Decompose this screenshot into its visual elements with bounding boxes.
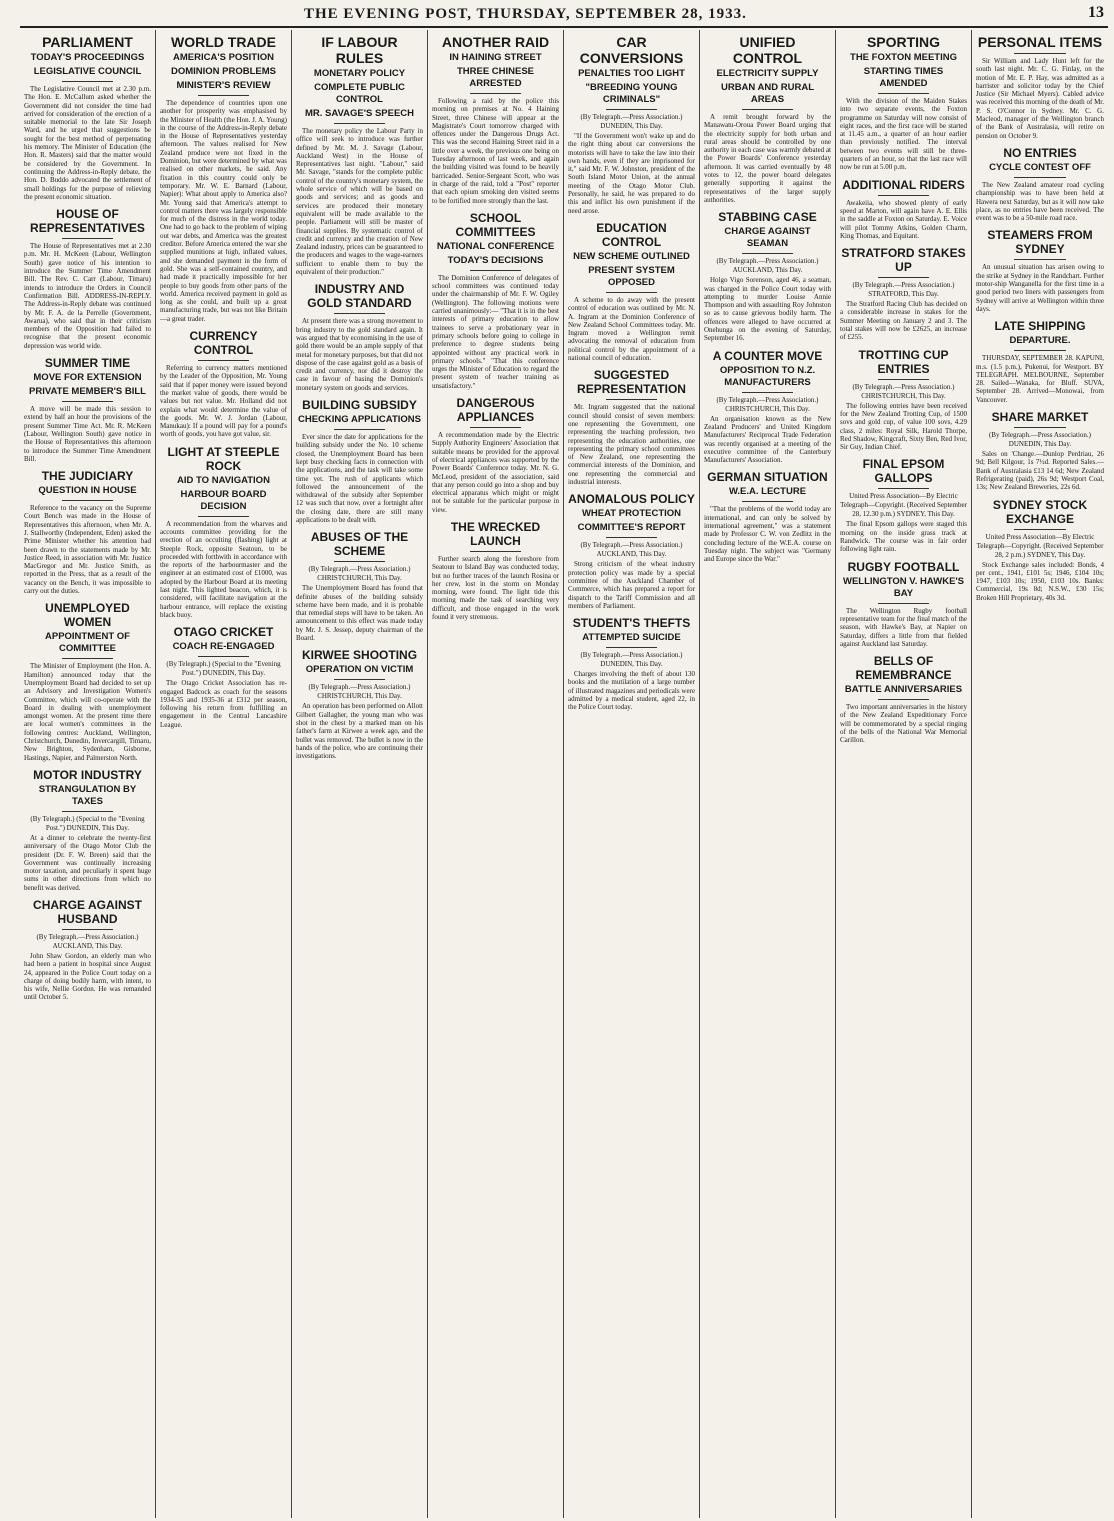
headline-rule [878, 93, 929, 94]
article [296, 34, 423, 276]
article [160, 445, 287, 620]
headline-rule [198, 360, 249, 361]
article-subheading: DEPARTURE. [1009, 335, 1071, 347]
article-headline: SUMMER TIME [44, 356, 131, 371]
headline-rule [470, 93, 521, 94]
newspaper-columns [20, 30, 1108, 1518]
article-headline: SPORTING [866, 34, 941, 50]
article [568, 34, 695, 215]
article [24, 469, 151, 595]
article-body: With the division of the Maiden Stakes into two separate events, the Foxton programme on Saturday will now consist of eight races, and the first race will be started at 11.45 a.m., a quarter of an hour earlier than previously notified. The interval between two events will still be three-quarters of an hour, so that the last race will now be run at 5.00 p.m. [840, 97, 967, 172]
article-headline: THE JUDICIARY [41, 469, 134, 484]
column-2 [156, 30, 292, 1518]
article-subheading: STRANGULATION BY TAXES [38, 783, 137, 807]
article-headline: IF LABOUR RULES [321, 34, 398, 66]
article [24, 207, 151, 350]
newspaper-title: THE EVENING POST, THURSDAY, SEPTEMBER 28, 1933. [304, 6, 747, 22]
article-headline: SCHOOL COMMITTEES [455, 210, 536, 239]
article-subheading: PRESENT SYSTEM OPPOSED [588, 264, 675, 288]
article-subheading: DOMINION PROBLEMS [170, 66, 277, 77]
article-headline: UNEMPLOYED WOMEN [45, 601, 130, 630]
headline-rule [1014, 350, 1065, 351]
article-body: Holgo Vigo Sorenson, aged 46, a seaman, was charged in the Police Court today with attempting to murder Louise Annie Thompson and with assaulting Roy Johnston so as to cause grievous bodily harm. The offences were alleged to have occurred at Onehunga on the evening of Saturday, September 16. [704, 276, 831, 343]
article-dateline: (By Telegraph.—Press Association.) DUNEDIN, This Day. [580, 113, 683, 130]
article-headline: UNIFIED CONTROL [732, 34, 803, 66]
article-headline: KIRWEE SHOOTING [301, 648, 418, 663]
article-subheading: COACH RE-ENGAGED [172, 641, 275, 653]
article-subheading: WELLINGTON V. HAWKE'S BAY [842, 575, 965, 599]
article [976, 319, 1104, 404]
headline-rule [606, 399, 657, 400]
article-subheading: WHEAT PROTECTION [581, 508, 682, 520]
article-headline: PARLIAMENT [42, 34, 133, 50]
headline-rule [742, 253, 793, 254]
article [296, 398, 423, 524]
article-body: The dependence of countries upon one another for prosperity was emphasised by the Minister of Health (the Hon. J. A. Young) in the course of the Address-in-Reply debate in the House of Representatives yesterday afternoon. The values realised for New Zealand produce were not fixed in the Dominion, but were determined by what was realised on other markets, he said. Any fixation in this country could only be temporary. Mr. W. E. Barnard (Labour, Napier): What about apply to America also? Mr. Young said that America's attempt to control matters there was largely responsible for much of the distress in the world today. One had to go back to the problem of wiping out war debts, and America was the greatest creditor. Before America entered the war she supplied munitions at high, inflated values, and she demanded payment in the form of gold. She was a self-contained country, and had made it practically impossible for her people to buy goods from other parts of the world. America received payment in gold as long as she could, and built up a great manufacturing trade, but was not like Britain—a great trader. [160, 99, 287, 323]
article-body: An unusual situation has arisen owing to the strike at Sydney in the Randchart. Further motor-ship Wanganella for the first time in a good period two liners with passengers from Sydney will arrive at Wellington within three days. [976, 263, 1104, 313]
column-1 [20, 30, 156, 1518]
article-subheading: THREE CHINESE ARRESTED [456, 66, 535, 89]
article [296, 648, 423, 760]
headline-rule [470, 270, 521, 271]
article [976, 146, 1104, 222]
headline-rule [334, 429, 385, 430]
article-body: The Stratford Racing Club has decided on a considerable increase in stakes for the Summer Meeting on January 2 and 3. The total stakes will now be £2625, an increase of £255. [840, 300, 967, 342]
column-4 [428, 30, 564, 1518]
article-body: "That the problems of the world today are international, and can only be solved by international agreement," was a statement made by Professor C. W. von Zedlitz in the concluding lecture of the W.E.A. course on Tuesday night. The subject was "Germany and Europe since the War." [704, 505, 831, 564]
headline-rule [62, 81, 113, 82]
article-dateline: (By Telegraph.—Press Association.) CHRISTCHURCH, This Day. [852, 382, 955, 400]
article-body: At a dinner to celebrate the twenty-first anniversary of the Otago Motor Club the president (Dr. F. W. Breen) said that the Government was continually increasing motor taxation, and peculiarly it spent huge sums in other directions from which no benefit was derived. [24, 833, 151, 892]
article-subheading: MONETARY POLICY [313, 68, 406, 79]
article-headline: STUDENT'S THEFTS [572, 616, 691, 631]
headline-rule [1014, 427, 1065, 428]
article-headline: WORLD TRADE [171, 34, 276, 50]
article-body: The Dominion Conference of delegates of school committees was continued today under the chairmanship of Mr. F. W. Ogiley (Wellington). The following motions were carried unanimously:— "That it is in the best interests of primary education to allow trainees to serve a probationary year in primary schools before going to college in preference to degree students being appointed without any practical work in primary schools." "That this conference urges the Minister of Education to regard the present system of teacher training as unsatisfactory." [432, 273, 559, 390]
article-headline: DANGEROUS APPLIANCES [456, 396, 535, 425]
article-body: Ever since the date for applications for the building subsidy under the No. 10 scheme closed, the Unemployment Board has been kept busy checking facts in connection with the applications, and the task will take some time yet. The rush of applicants which followed the announcement of the withdrawal of the subsidy after September 12 was such that now, over a fortnight after the closing date, there are still many applications to be dealt with. [296, 433, 423, 524]
article-dateline: (By Telegraph.) (Special to the "Evening Post.") DUNEDIN, This Day. [166, 660, 281, 678]
headline-rule [334, 561, 385, 562]
column-6 [700, 30, 836, 1518]
article-subheading: BATTLE ANNIVERSARIES [844, 684, 963, 696]
article [432, 520, 559, 621]
article-headline: INDUSTRY AND GOLD STANDARD [307, 282, 412, 311]
article [704, 470, 831, 563]
article-subheading: URBAN AND RURAL AREAS [720, 82, 815, 105]
article-headline: BUILDING SUBSIDY [302, 398, 417, 413]
article-body: Stock Exchange sales included: Bonds, 4 per cent., 1941, £101 5s; 1946, £104 10s; 1947, £103 10s; 1950, £103 10s. Banks: Commercial, 19s 8d; N.S.W., £30 15s; Broken Hill Proprietary, 40s 3d. [976, 560, 1104, 602]
article [840, 34, 967, 172]
article-dateline: (By Telegraph.—Press Association.) STRATFORD, This Day. [852, 281, 955, 299]
headline-rule [606, 109, 657, 110]
article-headline: A COUNTER MOVE [712, 348, 823, 363]
article-body: Referring to currency matters mentioned by the Leader of the Opposition, Mr. Young said that if paper money were issued beyond the market value of goods, there would be values but not value. Mr. Holland did not explain what would determine the value of the goods. Mr. W. J. Jordan (Labour, Manukau): If a pound will pay for a pound's worth of goods, you have got value, sir. [160, 364, 287, 439]
article-subheading: NATIONAL CONFERENCE [436, 240, 555, 252]
article-dateline: (By Telegraph.—Press Association.) CHRISTCHURCH, This Day. [716, 395, 819, 413]
article-headline: CURRENCY CONTROL [189, 329, 258, 358]
article-dateline: (By Telegraph.) (Special to the "Evening Post.") DUNEDIN, This Day. [30, 814, 145, 832]
article-subheading: PENALTIES TOO LIGHT [578, 68, 685, 79]
article [976, 228, 1104, 313]
article-dateline: (By Telegraph.—Press Association.) DUNEDIN, This Day. [580, 651, 683, 669]
article-body: A remit brought forward by the Manawatu-Oroua Power Board urging that the electricity supply for both urban and rural areas should be controlled by one authority in each case was warmly debated at the Power Boards' Conference yesterday afternoon. It was carried eventually by 48 votes to 12, the power board delegates generally supporting it against the representatives of the larger supply authorities. [704, 113, 831, 204]
article [296, 282, 423, 392]
headline-rule [470, 551, 521, 552]
article-headline: MOTOR INDUSTRY [33, 767, 142, 782]
article-subheading: OPERATION ON VICTIM [305, 664, 414, 676]
article-headline: PERSONAL ITEMS [977, 34, 1103, 50]
article-body: Sales on 'Change.—Dunlop Perdriau, 26 9d; Bell Kilgour, 1s 7½d. Reported Sales.—Bank of Australasia £13 14 6d; New Zealand Refrigerating (paid), 26s 9d; Westport Coal, 13s; New Zealand Breweries, 22s 6d. [976, 450, 1104, 492]
article-body: At present there was a strong movement to bring industry to the gold standard again. It was argued that by economising in the use of gold there would be an ample supply of that metal for monetary purposes, but that did not dispose of the case against gold as a basis of credit and currency, nor did it destroy the case in favour of basing the Dominion's monetary system on goods and services. [296, 317, 423, 392]
article-body: The monetary policy the Labour Party in office will seek to introduce was further defined by Mr. M. J. Savage (Labour, Auckland West) in the House of Representatives last night. "Labour," said Mr. Savage, "stands for the complete public control of the country's monetary system, the whole service of which will be based on goods and services; and as goods and services are produced their monetary equivalent will be made available to the people. Parliament will still be master of financial supplies. By systematic control of credit and currency and the creation of New Zealand industry, prices can be guaranteed to the producers and wages to the wage-earners sufficient to enable them to buy the equivalent of their production." [296, 127, 423, 277]
article-body: The House of Representatives met at 2.30 p.m. Mr. H. McKeen (Labour, Wellington South) gave notice of his intention to introduce the Summer Time Amendment Bill. The Rev. C. Carr (Labour, Timaru) intends to introduce the Orders in Council Confirmation Bill. ADDRESS-IN-REPLY. The Address-in-Reply debate was continued by Mr. F. A. de la Perrelle (Government, Awarua), who said that in their criticism members of the Opposition had failed to recognise that the present economic depression was world wide. [24, 242, 151, 350]
article-headline: TROTTING CUP ENTRIES [858, 347, 949, 376]
article-subheading: TODAY'S PROCEEDINGS [30, 52, 145, 63]
headline-rule [1014, 529, 1065, 530]
article-headline: ABUSES OF THE SCHEME [310, 530, 409, 559]
article-subheading: OPPOSITION TO N.Z. MANUFACTURERS [719, 364, 816, 388]
article-body: Charges involving the theft of about 130 books and the mutilation of a large number of illustrated magazines and periodicals were admitted by a medical student, aged 22, in the Police Court today. [568, 670, 695, 712]
article-subheading: AMERICA'S POSITION [173, 52, 274, 63]
article-subheading: ELECTRICITY SUPPLY [716, 68, 819, 79]
article-body: The final Epsom gallops were staged this morning on the inside grass track at Randwick. The course was in fair order following light rain. [840, 520, 967, 554]
column-5 [564, 30, 700, 1518]
article [24, 356, 151, 463]
article-subheading: CHARGE AGAINST SEAMAN [724, 226, 811, 250]
article [840, 457, 967, 553]
headline-rule [470, 427, 521, 428]
headline-rule [1014, 53, 1065, 54]
headline-rule [62, 238, 113, 239]
article-subheading: NEW SCHEME OUTLINED [573, 250, 690, 262]
article-dateline: (By Telegraph.—Press Association.) CHRISTCHURCH, This Day. [308, 683, 411, 701]
article-body: Further search along the foreshore from Seatoun to Island Bay was conducted today, but no further traces of the launch Rosina or her crew, lost in the storm on Monday morning, were found. The light tide this morning made the task of searching very difficult, and those engaged in the work found it very strenuous. [432, 554, 559, 622]
article [24, 768, 151, 892]
article [432, 396, 559, 514]
article [24, 34, 151, 201]
headline-rule [198, 516, 249, 517]
article-headline: OTAGO CRICKET [173, 625, 274, 640]
headline-rule [62, 929, 113, 930]
article-headline: ANOMALOUS POLICY [568, 492, 695, 507]
article [568, 492, 695, 610]
article [840, 246, 967, 341]
article-body: A move will be made this session to extend by half an hour the provisions of the present Summer Time Act. Mr. R. McKeen (Labour, Wellington South) gave notice in the House of Representatives this afternoon to introduce the Summer Time Amendment Bill. [24, 405, 151, 463]
headline-rule [606, 647, 657, 648]
article [24, 601, 151, 762]
column-3 [292, 30, 428, 1518]
article-subheading: MR. SAVAGE'S SPEECH [304, 108, 415, 119]
article-headline: LATE SHIPPING [994, 319, 1086, 334]
article-body: John Shaw Gordon, an elderly man who had been a patient in hospital since August 24, appeared in the Police Court today on a charge of doing bodily harm, with intent, to his wife, Nellie Gordon. He was remanded until October 5. [24, 952, 151, 1002]
article-dateline: (By Telegraph.—Press Association.) AUCKLAND, This Day. [716, 257, 819, 275]
article [432, 211, 559, 390]
headline-rule [198, 95, 249, 96]
article-body: A scheme to do away with the present control of education was outlined by Mr. N. A. Ingram at the Dominion Conference of New Zealand School Committees today. Mr. Ingram moved a Wellington remit advocating the removal of education from political control by the appointment of a national council of education. [568, 295, 695, 363]
headline-rule [62, 401, 113, 402]
article [840, 654, 967, 744]
headline-rule [1014, 259, 1065, 260]
headline-rule [878, 277, 929, 278]
column-7 [836, 30, 972, 1518]
article-body: An organisation known as the New Zealand Producers' and United Kingdom Manufacturers' Reciprocal Trade Federation was recently organised at a meeting of the executive committee of the Canterbury Manufacturers' Association. [704, 414, 831, 465]
article [840, 348, 967, 452]
article [568, 221, 695, 362]
article-body: The Legislative Council met at 2.30 p.m. The Hon. E. McCallum asked whether the Government did not consider the time had arrived for consideration of the erection of a suitable memorial to the late Sir Joseph Ward, and he urged that suggestions be sought for the best method of perpetuating his memory. The Minister of Education (the Hon. R. Masters) said that the matter would be considered by the Government. In continuing the Address-in-Reply debate, the Hon. D. Buddo advocated the settlement of small holdings for the purpose of relieving the present economic situation. [24, 85, 151, 201]
article [704, 349, 831, 465]
headline-rule [334, 679, 385, 680]
article-subheading: ATTEMPTED SUICIDE [582, 632, 681, 644]
headline-rule [878, 195, 929, 196]
article-subheading: THE FOXTON MEETING [850, 52, 957, 63]
headline-rule [878, 379, 929, 380]
article-subheading: PRIVATE MEMBER'S BILL [29, 386, 146, 398]
article-dateline: United Press Association—By Electric Telegraph—Copyright. (Received September 28, 2 p.m.) SYDNEY, This Day. [976, 532, 1104, 559]
article [432, 34, 559, 205]
article-headline: STRATFORD STAKES UP [841, 246, 966, 275]
article-headline: SHARE MARKET [991, 410, 1089, 425]
article-body: Reference to the vacancy on the Supreme Court Bench was made in the House of Representatives this afternoon, when Mr. A. J. Stallworthy (Independent, Eden) asked the Prime Minister whether his attention had been drawn to the statements made by Mr. Justice Reed, in association with Mr. Justice MacGregor and Mr. Justice Smith, as reported in the Press, that as a result of the vacancy on the Bench, it was impossible to carry out the duties. [24, 504, 151, 596]
column-8 [972, 30, 1108, 1518]
article-body: Sir William and Lady Hunt left for the south last night. Mr. C. G. Finlay, on the motion of Mr. E. P. Hay, was admitted as a barrister and solicitor today by the Chief Justice (Sir Michael Myers). Cabled advice was received this morning of the death of Mr. P. S. O'Connor in Sydney. Mr. C. G. Macleod, manager of the Wellington branch of the Bank of Australasia, will retire on pension on October 9. [976, 57, 1104, 140]
article-subheading: "BREEDING YOUNG CRIMINALS" [585, 82, 678, 105]
headline-rule [878, 699, 929, 700]
article-body: The following entries have been received for the New Zealand Trotting Cup, of 1500 sovs and gold cup, of value 100 sovs, 4.29 class, 2 miles: Royal Silk, Harold Thorpe, Red Shadow, Kingcraft, Sixty Ben, Red Ivor, Sir Guy, Indian Chief. [840, 401, 967, 452]
article-body: Awakeiia, who showed plenty of early speed at Marton, will again have A. E. Ellis in the saddle at Foxton on Saturday. E. Voice will pilot Tommy Atkins, Golden Charm, King Thomas, and Equitant. [840, 198, 967, 240]
headline-rule [1014, 177, 1065, 178]
article [24, 898, 151, 1002]
article [704, 34, 831, 204]
article-subheading: STARTING TIMES AMENDED [863, 66, 944, 89]
article-subheading: CYCLE CONTEST OFF [989, 161, 1091, 173]
article-body: A recommendation made by the Electric Supply Authority Engineers' Association that suitable means be provided for the approval of electrical appliances was supported by the Power Boards' Conference today. Mr. N. G. McLeod, president of the association, said that any person could go into a shop and buy electrical apparatus which might or might not be suitable for the particular purpose in view. [432, 431, 559, 514]
article-headline: BELLS OF REMEMBRANCE [855, 654, 952, 683]
article-headline: SYDNEY STOCK EXCHANGE [992, 497, 1088, 526]
article-headline: ADDITIONAL RIDERS [842, 177, 965, 192]
headline-rule [606, 292, 657, 293]
article-subheading: TODAY'S DECISIONS [447, 254, 544, 266]
article-subheading: MOVE FOR EXTENSION [33, 372, 142, 384]
masthead-rule [20, 26, 1108, 28]
headline-rule [878, 488, 929, 489]
headline-rule [334, 123, 385, 124]
headline-rule [878, 603, 929, 604]
headline-rule [606, 537, 657, 538]
article-subheading: QUESTION IN HOUSE [38, 485, 137, 497]
article-dateline: (By Telegraph.—Press Association.) AUCKLAND, This Day. [580, 541, 683, 559]
article-body: "If the Government won't wake up and do the right thing about car conversions the motorists will have to take the law into their own hands, even if they are imprisoned for it," said Mr. F. W. Johnston, president of the South Island Motor Union, at the annual meeting of the Otago Motor Club. Personally, he said, he was prepared to do this and inflict his own punishment if the need arose. [568, 132, 695, 215]
article-subheading: W.E.A. LECTURE [728, 486, 807, 498]
article-body: The Minister of Employment (the Hon. A. Hamilton) announced today that the Unemployment Board had decided to set up an Advisory and Investigation Women's Committee, which will co-operate with the Board in dealing with unemployment amongst women. At the present time there are local women's committees in the following centres: Auckland, Wellington, Christchurch, Dunedin, Invercargill, Timaru, New Brighton, Sydenham, Gisborne, Hastings, Napier, and Palmerston North. [24, 662, 151, 762]
article-subheading: AID TO NAVIGATION [177, 474, 270, 486]
article-headline: HOUSE OF REPRESENTATIVES [30, 207, 145, 236]
page-number: 13 [1088, 4, 1104, 21]
article-body: The Unemployment Board has found that definite abuses of the building subsidy scheme have been made, and it is probable that remedial steps will have to be taken. An announcement to this effect was made today by Mr. J. S. Jessep, deputy chairman of the Board. [296, 584, 423, 643]
article-subheading: IN HAINING STREET [449, 52, 542, 63]
article-body: Following a raid by the police this morning on premises at No. 4 Haining Street, three Chinese will appear at the Magistrate's Court tomorrow charged with offences under the Dangerous Drugs Act. This was the second Haining Street raid in a little over a week, the previous one being on Tuesday afternoon of last week, and again the building visited was found to be heavily barricaded. Senior-Sergeant Scott, who was in charge of the raid, told a "Post" reporter that each opium smoking den visited seems to be fortified more strongly than the last. [432, 97, 559, 205]
article [840, 178, 967, 240]
article-body: The Otago Cricket Association has re-engaged Badcock as coach for the seasons 1934-35 and 1935-36 at £312 per season, following his return from fulfilling an engagement in the Central Lancashire League. [160, 679, 287, 729]
article [160, 625, 287, 729]
article-headline: STABBING CASE [718, 210, 817, 225]
article-body: The Wellington Rugby football representative team for the final match of the season, with Hawke's Bay, at Napier on Saturday, differs a little from that fielded against Auckland last Saturday. [840, 606, 967, 648]
article-body: THURSDAY, SEPTEMBER 28. KAPUNI, m.s. (1.5 p.m.), Pukenui, for Westport. BY TELEGRAPH. MELBOURNE, September 28. Sailed—Wanaka, for Bluff. SUVA, September 28. Arrived—Monowai, from Vancouver. [976, 354, 1104, 404]
article-headline: SUGGESTED REPRESENTATION [577, 368, 686, 397]
article-headline: NO ENTRIES [1003, 145, 1077, 160]
headline-rule [334, 313, 385, 314]
article-headline: RUGBY FOOTBALL [847, 559, 960, 574]
article [976, 498, 1104, 602]
masthead [0, 0, 1114, 26]
article-headline: CHARGE AGAINST HUSBAND [33, 898, 142, 926]
article-headline: CAR CONVERSIONS [579, 34, 684, 66]
article-headline: STEAMERS FROM SYDNEY [987, 228, 1093, 257]
headline-rule [742, 501, 793, 502]
article-subheading: COMMITTEE'S REPORT [577, 522, 686, 534]
article-headline: GERMAN SITUATION [707, 470, 828, 485]
article [840, 560, 967, 648]
article-dateline: (By Telegraph.—Press Association.) DUNEDIN, This Day. [988, 431, 1092, 449]
article-headline: FINAL EPSOM GALLOPS [862, 457, 945, 486]
article [568, 616, 695, 711]
article-body: An operation has been performed on Allott Gilbert Gallagher, the young man who was shot in the chest by a marked man on his father's farm at Kirwee a week ago, and the bullet was removed. The bullet is now in the hands of the police, who are continuing their investigations. [296, 702, 423, 761]
article-subheading: APPOINTMENT OF COMMITTEE [45, 631, 130, 655]
article-body: The New Zealand amateur road cycling championship was to have been held at Hawera next Saturday, but as it will now take place, as no entries have been received. The event was to be a 50-mile road race. [976, 180, 1104, 223]
article-headline: EDUCATION CONTROL [596, 220, 667, 249]
article [160, 34, 287, 323]
article [976, 410, 1104, 491]
article [568, 368, 695, 486]
headline-rule [62, 658, 113, 659]
article-subheading: COMPLETE PUBLIC CONTROL [314, 82, 405, 105]
article-headline: LIGHT AT STEEPLE ROCK [167, 444, 280, 473]
headline-rule [198, 656, 249, 657]
article-dateline: (By Telegraph.—Press Association.) AUCKLAND, This Day. [36, 933, 139, 950]
article-body: Strong criticism of the wheat industry protection policy was made by a special committee of the Auckland Chamber of Commerce, which has prepared a report for dispatch to the Tariff Commission and all members of Parliament. [568, 560, 695, 610]
article-body: Mr. Ingram suggested that the national council should consist of seven members: one representing the Government, one representing the teaching profession, two representing the education authorities, one representing the primary school committees of New Zealand, one representing the commercial interests of the Dominion, and one representing the commercial and industrial interests. [568, 403, 695, 487]
article-body: Two important anniversaries in the history of the New Zealand Expeditionary Force will be commemorated by a special ringing of the bells of the National War Memorial Carillon. [840, 703, 967, 745]
headline-rule [742, 109, 793, 110]
article [160, 329, 287, 439]
article-headline: THE WRECKED LAUNCH [450, 519, 541, 548]
headline-rule [62, 500, 113, 501]
article-subheading: CHECKING APPLICATIONS [298, 414, 421, 426]
headline-rule [62, 811, 113, 812]
headline-rule [742, 392, 793, 393]
article-subheading: LEGISLATIVE COUNCIL [33, 66, 142, 77]
article [704, 210, 831, 342]
article [296, 530, 423, 642]
article-subheading: HARBOUR BOARD DECISION [180, 488, 267, 512]
article-headline: ANOTHER RAID [441, 34, 550, 50]
article-subheading: MINISTER'S REVIEW [176, 80, 271, 91]
article-dateline: (By Telegraph.—Press Association.) CHRISTCHURCH, This Day. [308, 565, 411, 583]
article-dateline: United Press Association—By Electric Telegraph—Copyright. (Received September 28, 12.30 p.m.) SYDNEY, This Day. [840, 492, 967, 519]
article [976, 34, 1104, 140]
article-body: A recommendation from the wharves and accounts committee providing for the erection of an occulting (flashing) light at Steeple Rock, opposite Seatoun, to be proceeded with forthwith in accordance with the reports of the harbourmaster and the engineer at an estimated cost of £1000, was adopted by the Harbour Board at its meeting last night. This lighted beacon, which, it is considered, will facilitate navigation at the harbour entrance, will replace the existing black buoy. [160, 519, 287, 619]
